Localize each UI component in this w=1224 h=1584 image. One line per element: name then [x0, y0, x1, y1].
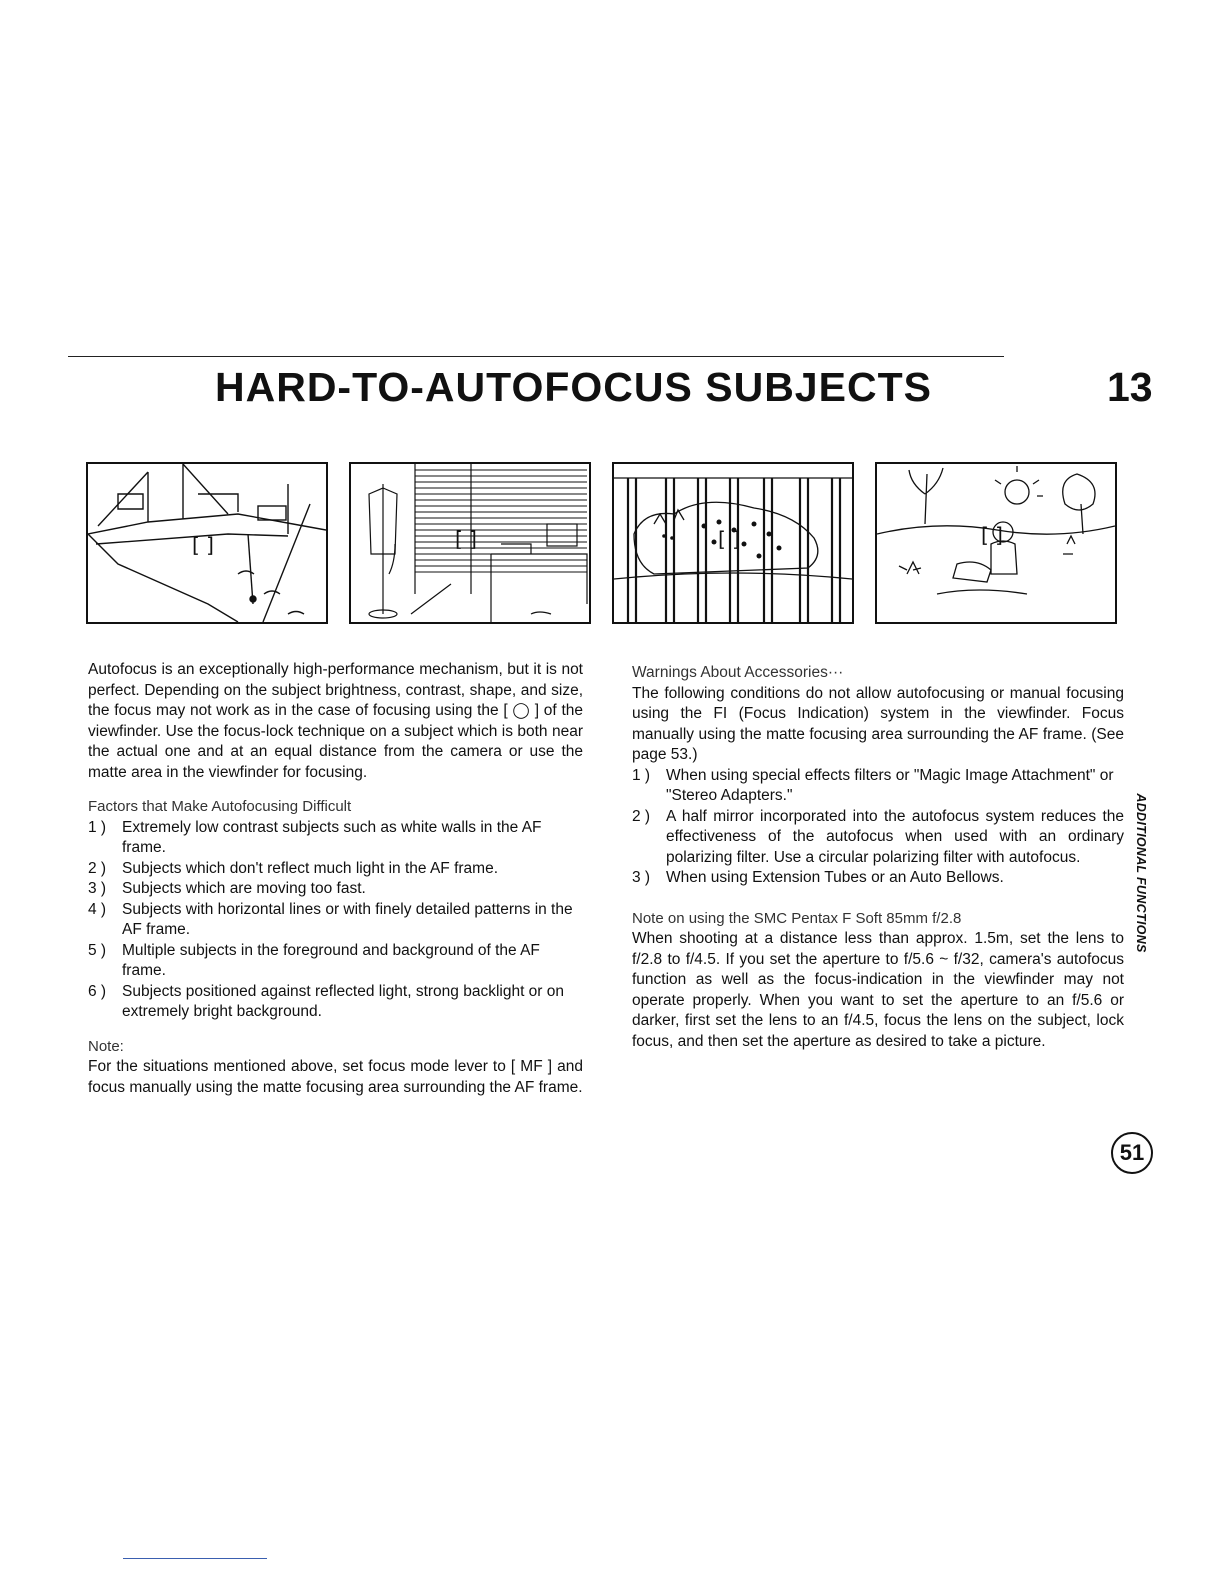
illustration-blinds [349, 462, 591, 624]
svg-text:[ ]: [ ] [455, 527, 477, 551]
list-item-text: Subjects with horizontal lines or with finely detailed patterns in the AF frame. [122, 900, 573, 938]
side-tab-label: ADDITIONAL FUNCTIONS [1134, 793, 1148, 953]
illustration-child [875, 462, 1117, 624]
svg-text:[ ]: [ ] [192, 533, 214, 557]
leopard-behind-bars-icon [614, 464, 852, 622]
list-item [88, 941, 583, 982]
list-item-number: 5 ) [88, 941, 107, 959]
office-blinds-icon [351, 464, 589, 622]
left-column [88, 660, 583, 1098]
list-item-text: When using Extension Tubes or an Auto Bellows. [666, 869, 1004, 886]
list-item-number: 3 ) [88, 880, 107, 897]
list-item-number: 2 ) [632, 807, 651, 825]
section-side-tab [1124, 793, 1158, 953]
note-heading: Note: [88, 1037, 124, 1055]
illustration-ship [86, 462, 328, 624]
list-item-number: 3 ) [632, 869, 651, 886]
list-item-number: 1 ) [88, 818, 107, 836]
warnings-heading: Warnings About Accessories··· [632, 664, 844, 681]
right-column [632, 663, 1124, 1052]
warnings-list [632, 766, 1124, 889]
lens-note-heading: Note on using the SMC Pentax F Soft 85mm f/2.8 [632, 909, 962, 927]
list-item [88, 900, 583, 941]
list-item-text: Subjects which don't reflect much light in the AF frame. [122, 859, 498, 877]
list-item-number: 2 ) [88, 859, 107, 877]
list-item [88, 879, 583, 900]
list-item-text: A half mirror incorporated into the autofocus system reduces the effectiveness of the autofocus when used with an ordinary polarizing filter. Use a circular polarizing filter with autofocus. [666, 807, 1124, 866]
list-item [632, 868, 1124, 889]
intro-paragraph: Autofocus is an exceptionally high-performance mechanism, but it is not perfect. Depending on the subject brightness, contrast, shape, and size, the focus may not work as in the case of focusing using the [ ◯ ] of the viewfinder. Use the focus-lock technique on a subject which is both near the actual one and at an equal distance from the camera or use the matte area in the viewfinder for focusing. [88, 661, 583, 781]
list-item [632, 766, 1124, 807]
lens-note-paragraph: When shooting at a distance less than approx. 1.5m, set the lens to f/2.8 to f/4.5. If you set the aperture to f/5.6 ~ f/32, camera's autofocus function as well as the focus-indication in the viewfinder may not operate properly. When you want to set the aperture to an f/5.6 or darker, first set the lens to an f/4.5, focus the lens on the subject, lock focus, and then set the aperture as desired to take a picture. [632, 930, 1124, 1050]
list-item-number: 4 ) [88, 900, 107, 918]
footer-line [123, 1558, 267, 1559]
page-title: HARD-TO-AUTOFOCUS SUBJECTS [215, 364, 932, 410]
list-item [632, 807, 1124, 869]
note-paragraph: For the situations mentioned above, set focus mode lever to [ MF ] and focus manually using the matte focusing area surrounding the AF frame. [88, 1058, 583, 1096]
child-in-field-icon [877, 464, 1115, 622]
list-item-text: Subjects positioned against reflected light, strong backlight or on extremely bright background. [122, 982, 565, 1020]
chapter-number: 13 [1107, 364, 1153, 410]
list-item-text: When using special effects filters or "Magic Image Attachment" or "Stereo Adapters." [666, 766, 1114, 804]
list-item-text: Multiple subjects in the foreground and background of the AF frame. [122, 941, 540, 979]
illustration-leopard [612, 462, 854, 624]
ship-harbor-icon [88, 464, 326, 622]
list-item-text: Extremely low contrast subjects such as white walls in the AF frame. [122, 818, 542, 856]
list-item-number: 1 ) [632, 766, 651, 784]
page-number: 51 [1111, 1132, 1153, 1174]
svg-text:[ ]: [ ] [718, 527, 740, 551]
list-item [88, 859, 583, 880]
list-item-text: Subjects which are moving too fast. [122, 880, 366, 897]
list-item-number: 6 ) [88, 982, 107, 1000]
factors-heading: Factors that Make Autofocusing Difficult [88, 798, 352, 815]
factors-list [88, 818, 583, 1023]
svg-text:[ ]: [ ] [981, 523, 1003, 547]
warnings-intro: The following conditions do not allow autofocusing or manual focusing using the FI (Focus Indication) system in the viewfinder. Focus manually using the matte focusing area surrounding the AF frame. (See page 53.) [632, 684, 1124, 763]
list-item [88, 982, 583, 1023]
list-item [88, 818, 583, 859]
header-rule [68, 356, 1004, 357]
